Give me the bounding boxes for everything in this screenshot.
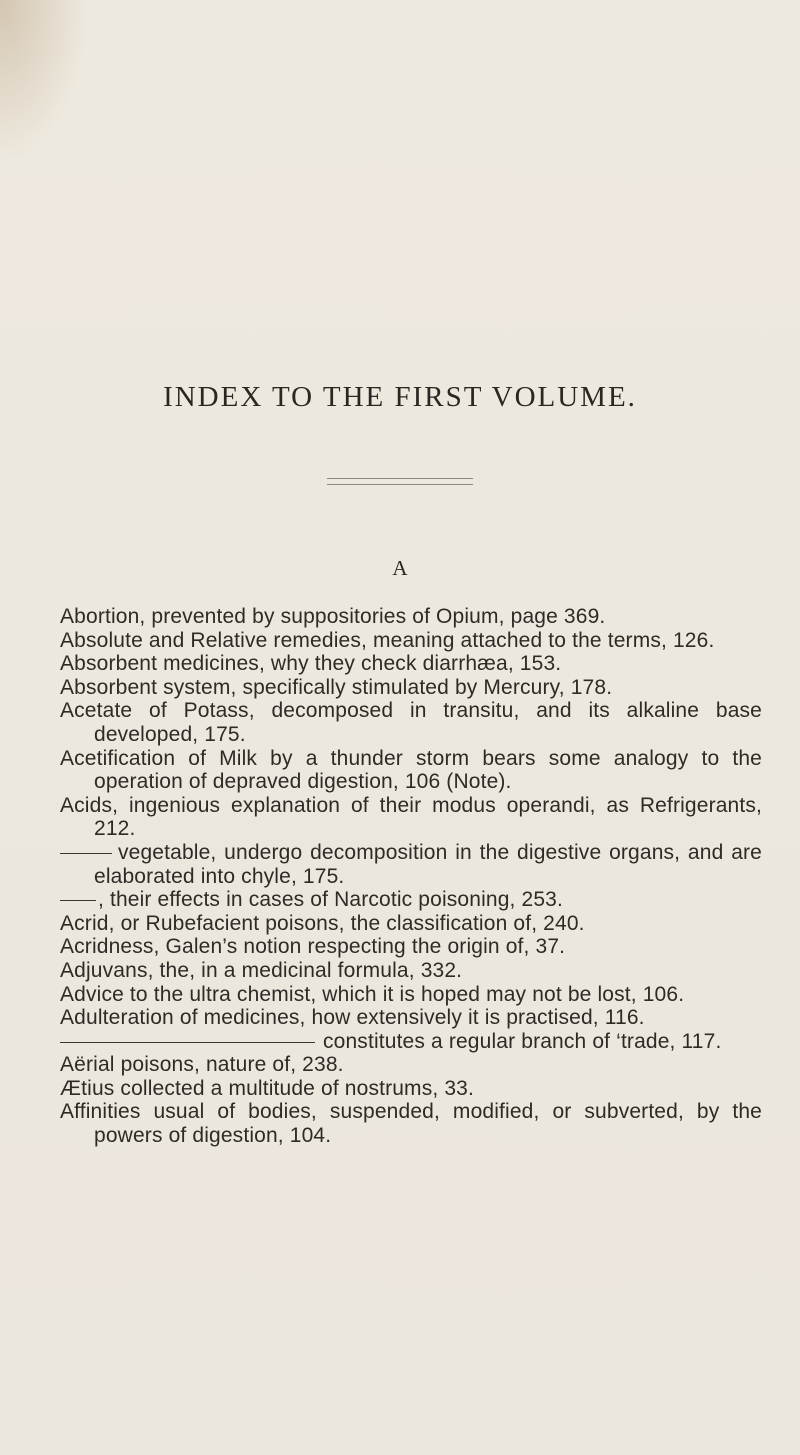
index-entries [60,605,762,1148]
index-entry-absorbent-system: Absorbent system, specifically stimulated by Mercury, 178. [60,675,613,699]
title-rule [327,478,473,485]
ditto-dash [60,853,112,854]
index-entry-acids: Acids, ingenious explanation of their modus operandi, as Refrigerants, 212. [60,793,762,841]
index-entry-absorbent-medicines: Absorbent medicines, why they check diarrhæa, 153. [60,652,562,676]
entry-text: constitutes a regular branch of ‘trade, 117. [323,1029,722,1053]
index-entry-acids-vegetable [60,841,762,888]
index-entry-aerial-poisons: Aërial poisons, nature of, 238. [60,1053,344,1077]
index-entry-adulteration-trade [60,1030,762,1054]
index-entry-acids-narcotic [60,888,762,912]
index-entry-affinities: Affinities usual of bodies, suspended, modified, or subverted, by the powers of digestion, 104. [60,1100,762,1148]
index-entry-acridness: Acridness, Galen’s notion respecting the origin of, 37. [60,935,566,959]
index-entry-acrid: Acrid, or Rubefacient poisons, the classification of, 240. [60,911,585,935]
index-entry-abortion: Abortion, prevented by suppositories of Opium, page 369. [60,605,606,628]
ditto-dash [60,1042,315,1043]
section-letter: A [392,556,408,580]
entry-text: vegetable, undergo decomposition in the digestive organs, and are elaborated into chyle, 175. [94,840,762,888]
index-entry-acetate-of-potass: Acetate of Potass, decomposed in transitu, and its alkaline base developed, 175. [60,699,762,746]
index-entry-absolute: Absolute and Relative remedies, meaning attached to the terms, 126. [60,628,715,652]
page-title: INDEX TO THE FIRST VOLUME. [163,381,637,413]
index-entry-aetius: Ætius collected a multitude of nostrums, 33. [60,1076,474,1100]
index-entry-advice: Advice to the ultra chemist, which it is hoped may not be lost, 106. [60,982,685,1006]
index-entry-acetification: Acetification of Milk by a thunder storm bears some analogy to the operation of depraved digestion, 106 (Note). [60,746,762,794]
entry-text: , their effects in cases of Narcotic poisoning, 253. [98,888,563,912]
ditto-dash [60,900,96,901]
index-entry-adjuvans: Adjuvans, the, in a medicinal formula, 332. [60,958,463,982]
index-entry-adulteration: Adulteration of medicines, how extensively it is practised, 116. [60,1006,645,1030]
